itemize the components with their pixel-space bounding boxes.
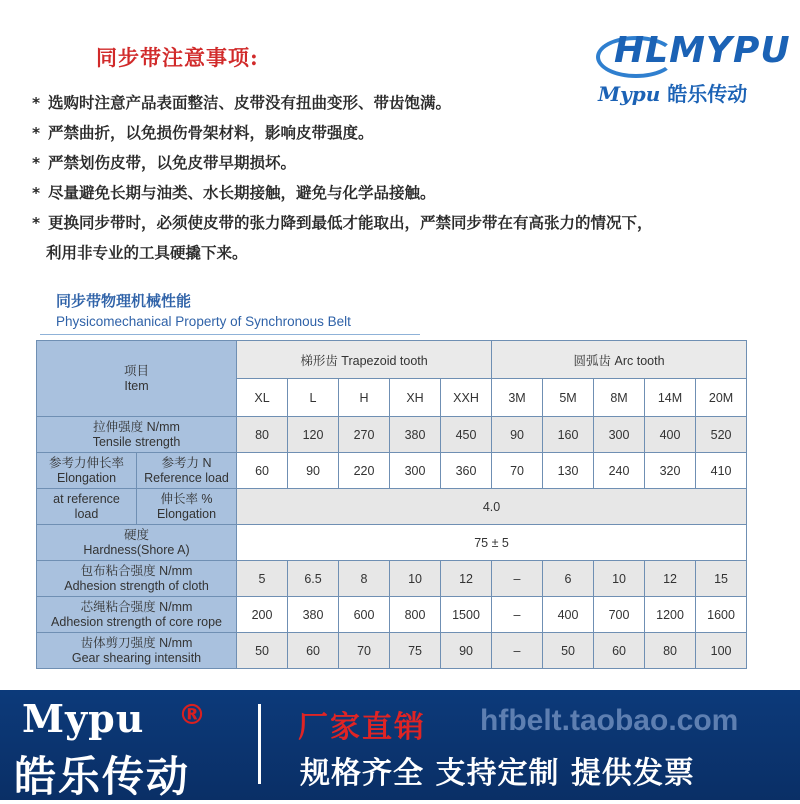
value-cell: 520 [696, 417, 747, 453]
type-cell: 8M [594, 379, 645, 417]
type-cell: XH [390, 379, 441, 417]
type-cell: XL [237, 379, 288, 417]
type-cell: L [288, 379, 339, 417]
value-cell: 12 [645, 561, 696, 597]
logo-sub-en: Mypu [598, 82, 661, 106]
group-label-bottom: at reference load [37, 489, 137, 525]
value-cell: 90 [288, 453, 339, 489]
type-cell: 5M [543, 379, 594, 417]
value-cell: 6 [543, 561, 594, 597]
value-cell: 410 [696, 453, 747, 489]
type-cell: 3M [492, 379, 543, 417]
value-cell: 12 [441, 561, 492, 597]
value-cell: 90 [441, 633, 492, 669]
table-row [37, 525, 747, 561]
row-label: 芯绳粘合强度 N/mm Adhesion strength of core rope [37, 597, 237, 633]
banner-brand-en: Mypu [22, 696, 145, 741]
registered-icon: ® [178, 698, 206, 731]
value-cell: 450 [441, 417, 492, 453]
value-cell: – [492, 561, 543, 597]
table-header-row [37, 341, 747, 379]
bullet-star: * [32, 154, 41, 172]
table-row [37, 417, 747, 453]
value-cell: 60 [594, 633, 645, 669]
table-row [37, 633, 747, 669]
bullet-star: * [32, 94, 41, 112]
value-cell: 160 [543, 417, 594, 453]
value-cell-merged: 75 ± 5 [237, 525, 747, 561]
value-cell: 600 [339, 597, 390, 633]
value-cell: 6.5 [288, 561, 339, 597]
row-label: 硬度 Hardness(Shore A) [37, 525, 237, 561]
value-cell: 1200 [645, 597, 696, 633]
notice-list [32, 88, 772, 268]
value-cell: 10 [594, 561, 645, 597]
type-cell: H [339, 379, 390, 417]
value-cell: 800 [390, 597, 441, 633]
type-cell: 14M [645, 379, 696, 417]
value-cell: 80 [237, 417, 288, 453]
property-table [36, 340, 747, 669]
value-cell: 1600 [696, 597, 747, 633]
value-cell: 400 [543, 597, 594, 633]
value-cell: 240 [594, 453, 645, 489]
table-row [37, 597, 747, 633]
notice-item: * 更换同步带时，必须使皮带的张力降到最低才能取出，严禁同步带在有高张力的情况下， 利用非专业的工具硬撬下来。 [32, 208, 772, 268]
value-cell: 75 [390, 633, 441, 669]
notice-item: * 尽量避免长期与油类、水长期接触，避免与化学品接触。 [32, 178, 772, 208]
footer-banner [0, 686, 800, 800]
banner-background [0, 690, 800, 800]
section-title-en: Physicomechanical Property of Synchronous Belt [56, 314, 351, 329]
notice-item: * 严禁划伤皮带，以免皮带早期损坏。 [32, 148, 772, 178]
row-label: 参考力 N Reference load [137, 453, 237, 489]
value-cell-merged: 4.0 [237, 489, 747, 525]
table-row [37, 453, 747, 489]
notice-item: * 选购时注意产品表面整洁、皮带没有扭曲变形、带齿饱满。 [32, 88, 772, 118]
value-cell: 50 [543, 633, 594, 669]
value-cell: 120 [288, 417, 339, 453]
value-cell: 300 [594, 417, 645, 453]
type-cell: 20M [696, 379, 747, 417]
row-label: 伸长率 % Elongation [137, 489, 237, 525]
banner-url[interactable]: hfbelt.taobao.com [480, 704, 739, 737]
row-label: 齿体剪刀强度 N/mm Gear shearing intensith [37, 633, 237, 669]
value-cell: – [492, 633, 543, 669]
value-cell: 220 [339, 453, 390, 489]
bullet-star: * [32, 124, 41, 142]
banner-direct-sale: 厂家直销 [298, 710, 426, 745]
value-cell: 60 [237, 453, 288, 489]
value-cell: 270 [339, 417, 390, 453]
value-cell: 5 [237, 561, 288, 597]
section-title-cn: 同步带物理机械性能 [56, 292, 192, 310]
value-cell: 200 [237, 597, 288, 633]
value-cell: 50 [237, 633, 288, 669]
value-cell: 90 [492, 417, 543, 453]
value-cell: 8 [339, 561, 390, 597]
value-cell: 10 [390, 561, 441, 597]
row-label: 包布粘合强度 N/mm Adhesion strength of cloth [37, 561, 237, 597]
logo-mark [596, 30, 791, 76]
type-cell: XXH [441, 379, 492, 417]
bullet-star: * [32, 214, 41, 232]
notice-title: 同步带注意事项: [96, 45, 259, 70]
value-cell: 70 [339, 633, 390, 669]
bullet-star: * [32, 184, 41, 202]
value-cell: 700 [594, 597, 645, 633]
row-label: 拉伸强度 N/mm Tensile strength [37, 417, 237, 453]
group-trapezoid: 梯形齿 Trapezoid tooth [237, 341, 492, 379]
value-cell: 380 [288, 597, 339, 633]
table-row [37, 489, 747, 525]
value-cell: 320 [645, 453, 696, 489]
group-label-top: 参考力伸长率 Elongation [37, 453, 137, 489]
value-cell: 380 [390, 417, 441, 453]
logo-sub-cn: 皓乐传动 [667, 82, 748, 106]
notice-item: * 严禁曲折，以免损伤骨架材料，影响皮带强度。 [32, 118, 772, 148]
section-divider [40, 334, 420, 335]
value-cell: 100 [696, 633, 747, 669]
value-cell: 300 [390, 453, 441, 489]
item-header: 项目 Item [37, 341, 237, 417]
value-cell: 400 [645, 417, 696, 453]
banner-brand-cn: 皓乐传动 [14, 752, 191, 801]
group-arc: 圆弧齿 Arc tooth [492, 341, 747, 379]
value-cell: 130 [543, 453, 594, 489]
logo-wordmark: HLMYPU [614, 30, 791, 71]
value-cell: – [492, 597, 543, 633]
value-cell: 15 [696, 561, 747, 597]
value-cell: 60 [288, 633, 339, 669]
notice-item-continued: 利用非专业的工具硬撬下来。 [46, 244, 248, 262]
value-cell: 80 [645, 633, 696, 669]
value-cell: 70 [492, 453, 543, 489]
banner-slogan: 规格齐全 支持定制 提供发票 [300, 756, 695, 791]
value-cell: 360 [441, 453, 492, 489]
table-row [37, 561, 747, 597]
value-cell: 1500 [441, 597, 492, 633]
banner-divider [258, 704, 261, 784]
